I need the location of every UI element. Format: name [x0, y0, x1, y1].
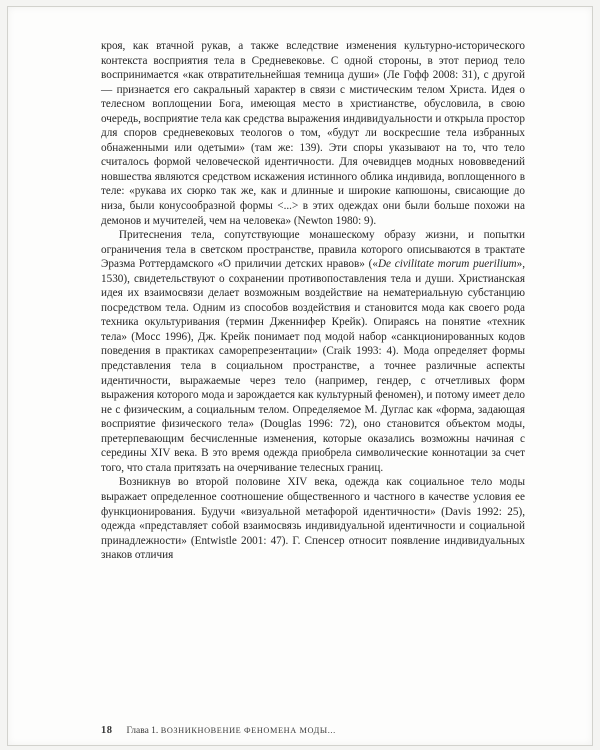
text-run: Притеснения тела, сопутствующие монашескому образу жизни, и попытки ограничения тела в светском пространстве, правила которого описываются в трактате Эразма Роттердамского «О приличии детских нравов» (« [101, 229, 525, 271]
page-number: 18 [101, 725, 113, 736]
text-run: кроя, как втачной рукав, а также вследствие изменения культурно-исторического контекста восприятия тела в Средневековье. С одной стороны, в этот период тело воспринимается «как отвратительнейшая темница души» (Ле Гофф 2008: 31), с другой — признается его сакральный характер в связи с мистическим телом Христа. Идея о телесном воплощении Бога, имеющая место в христианстве, обусловила, в свою очередь, восприятие тела как средства выражения индивидуальности и открыла простор для споров средневековых теологов о том, «будут ли воскресшие тела избранных обнаженными или одетыми» (там же: 139). Эти споры указывают на то, что тело считалось формой человеческой идентичности. Для очевидцев модных нововведений новшества являются средством искажения истинного облика индивида, воплощенного в теле: «рукава их сюрко так же, как и длинные и широкие капюшоны, свисающие до низа, были конусообразной формы <...> в этих одеждах они были больше похожи на демонов и мучителей, чем на человека» (Newton 1980: 9). [101, 40, 525, 227]
paragraph [101, 228, 525, 475]
page-footer [101, 720, 517, 738]
paragraph [101, 39, 525, 228]
book-page [7, 6, 593, 746]
italic-text-run: De civilitate morum puerilium [377, 258, 517, 271]
text-run: Возникнув во второй половине XIV века, одежда как социальное тело моды выражает определенное соотношение общественного и частного в качестве условия ее функционирования. Будучи «визуальной метафорой идентичности» (Davis 1992: 25), одежда «представляет собой взаимосвязь индивидуальной идентичности и социальной принадлежности» (Entwistle 2001: 47). Г. Спенсер относит появление индивидуальных знаков отличия [101, 476, 525, 562]
paragraph [101, 475, 525, 562]
running-head-chapter-label: Глава 1. [126, 726, 161, 736]
running-head-chapter-title: ВОЗНИКНОВЕНИЕ ФЕНОМЕНА МОДЫ... [160, 726, 336, 735]
text-block [101, 39, 525, 563]
text-run: », 1530), свидетельствуют о сохранении противопоставления тела и души. Христианская идея их взаимосвязи делает возможным воздействие на нематериальную субстанцию посредством тела. Одним из способов воздействия и становится мода как своего рода техника окультуривания (термин Дженнифер Крейк). Опираясь на понятие «техник тела» (Мосс 1996), Дж. Крейк понимает под модой набор «санкционированных кодов поведения в практиках саморепрезентации» (Craik 1993: 4). Мода определяет формы представления тела в социальном пространстве, а точнее различные аспекты идентичности, выражаемые через тело (например, гендер, с отчетливых форм выражения которого мода и зарождается как культурный феномен), и потому имеет дело не с физическим, а социальным телом. Определяемое М. Дуглас как «форма, задающая восприятие физического тела» (Douglas 1996: 72), оно становится объектом моды, претерпевающим бесчисленные изменения, которые оказались возможны начиная с середины XIV века. В это время одежда приобрела символические коннотации за счет того, что стала притязать на очерчивание телесных границ. [101, 258, 526, 474]
